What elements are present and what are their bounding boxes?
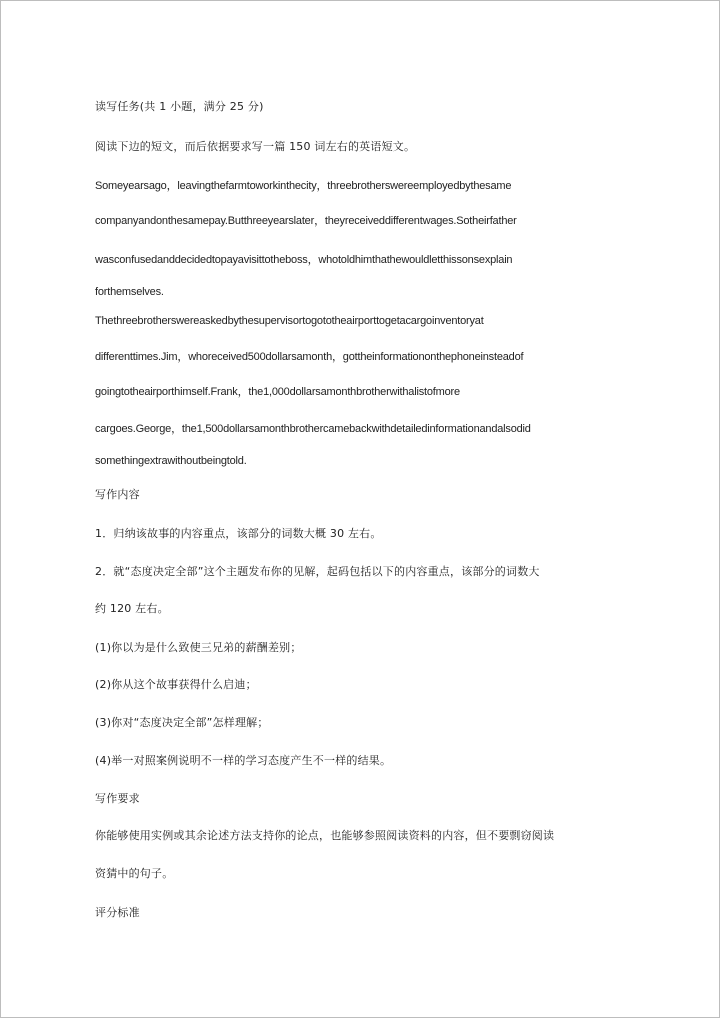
writing-requirements-text: 你能够使用实例或其余论述方法支持你的论点，也能够参照阅读资料的内容，但不要剽窃阅读: [95, 829, 555, 842]
passage-line: Thethreebrotherswereaskedbythesupervisortogototheairporttogetacargoinventoryat: [95, 315, 484, 327]
writing-content-item-1: 1．归纳该故事的内容重点，该部分的词数大概 30 左右。: [95, 527, 382, 540]
writing-content-item-2-cont: 约 120 左右。: [95, 602, 169, 615]
instruction-text: 阅读下边的短文，而后依据要求写一篇 150 词左右的英语短文。: [95, 140, 416, 153]
content-point: (3)你对“态度决定全部”怎样理解；: [95, 716, 269, 729]
section-title: 读写任务(共 1 小题，满分 25 分): [95, 100, 264, 113]
passage-line: differenttimes.Jim，whoreceived500dollarsamonth，gottheinformationonthephoneinsteadof: [95, 351, 524, 363]
content-point: (1)你以为是什么致使三兄弟的薪酬差别；: [95, 641, 302, 654]
scoring-heading: 评分标准: [95, 906, 140, 919]
content-point: (2)你从这个故事获得什么启迪；: [95, 678, 257, 691]
passage-line: wasconfusedanddecidedtopayavisittotheboss，whotoldhimthathewouldletthissonsexplain: [95, 254, 513, 266]
content-point: (4)举一对照案例说明不一样的学习态度产生不一样的结果。: [95, 754, 392, 767]
passage-line: Someyearsago，leavingthefarmtoworkinthecity，threebrotherswereemployedbythesame: [95, 180, 512, 192]
passage-line: somethingextrawithoutbeingtold.: [95, 455, 247, 467]
passage-line: cargoes.George，the1,500dollarsamonthbrothercamebackwithdetailedinformationandalsodid: [95, 423, 531, 435]
passage-line: companyandonthesamepay.Butthreeyearslater，theyreceiveddifferentwages.Sotheirfather: [95, 215, 517, 227]
writing-content-heading: 写作内容: [95, 488, 140, 501]
writing-requirements-heading: 写作要求: [95, 792, 140, 805]
passage-line: goingtotheairporthimself.Frank，the1,000dollarsamonthbrotherwithalistofmore: [95, 386, 460, 398]
passage-line: forthemselves.: [95, 286, 164, 298]
writing-content-item-2: 2．就“态度决定全部”这个主题发布你的见解，起码包括以下的内容重点，该部分的词数大: [95, 565, 540, 578]
writing-requirements-text-cont: 资猜中的句子。: [95, 867, 174, 880]
